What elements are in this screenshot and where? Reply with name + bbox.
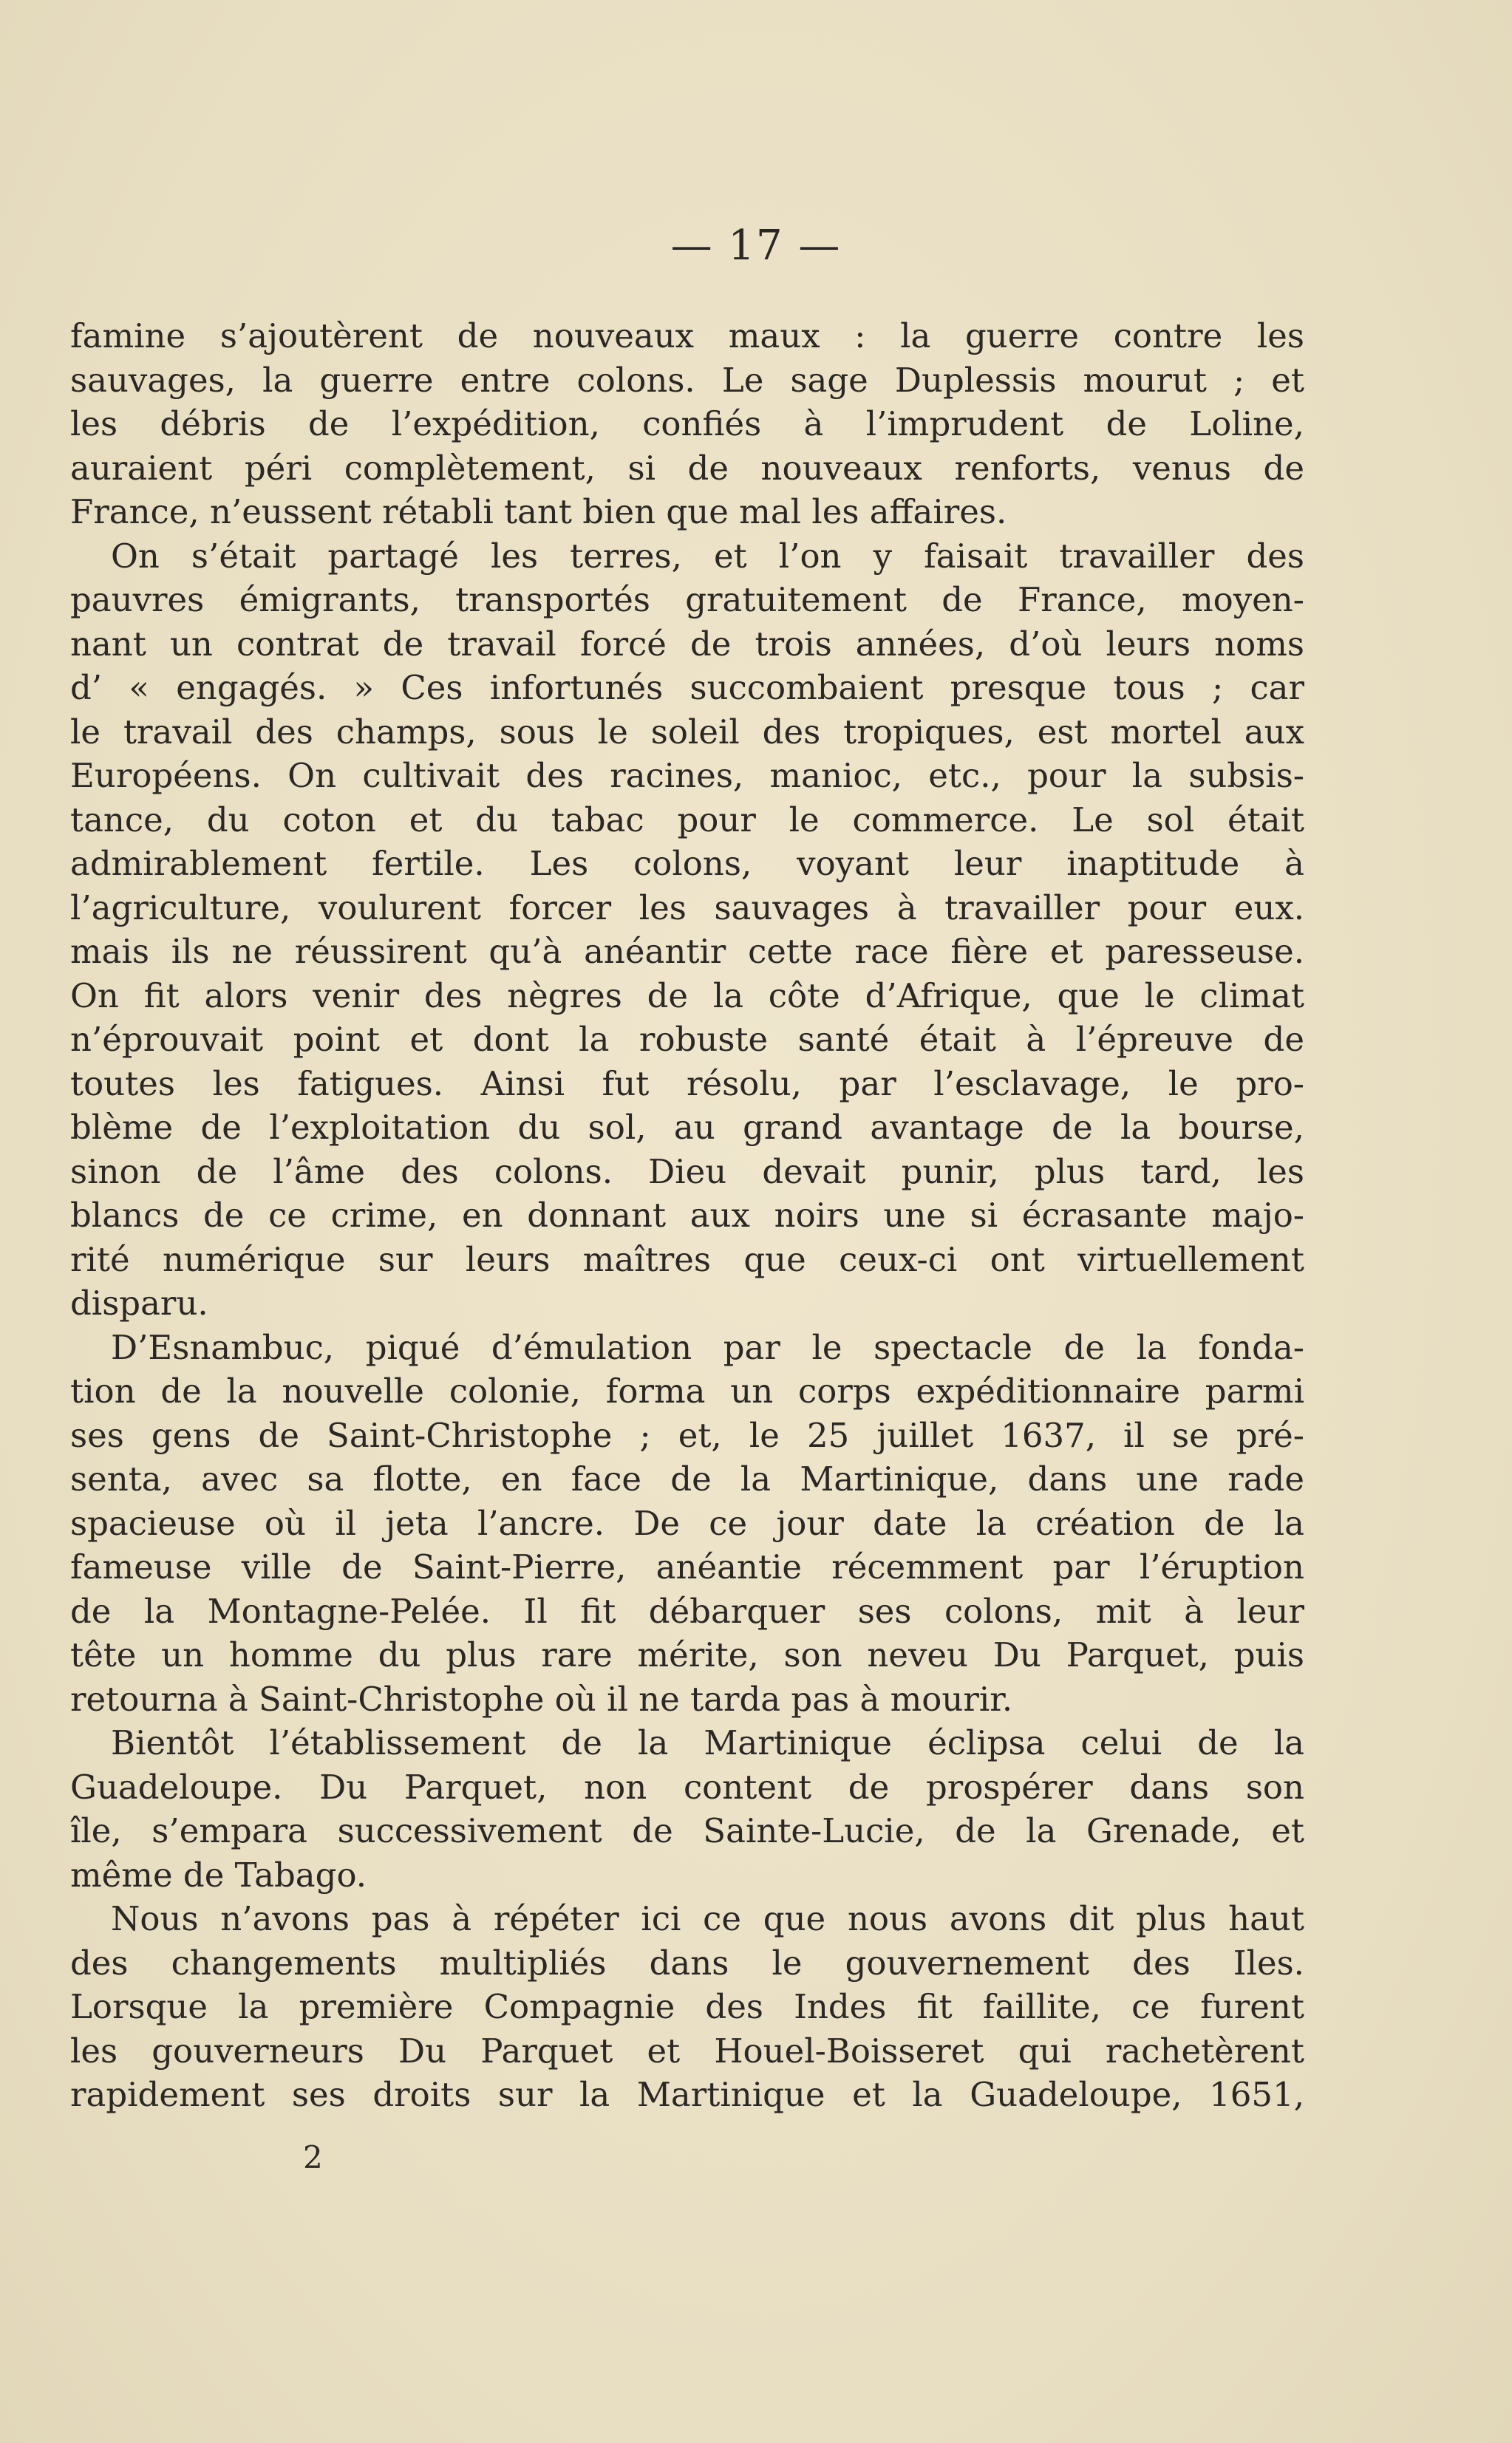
text-line: famine s’ajoutèrent de nouveaux maux : la guerre contre les: [70, 316, 1304, 355]
text-line: D’Esnambuc, piqué d’émulation par le spectacle de la fonda-: [111, 1327, 1304, 1367]
text-line: les gouverneurs Du Parquet et Houel-Boisseret qui rachetèrent: [70, 2031, 1304, 2071]
text-line: d’ « engagés. » Ces infortunés succombaient presque tous ; car: [70, 668, 1304, 707]
text-line: mais ils ne réussirent qu’à anéantir cette race fière et paresseuse.: [70, 932, 1304, 971]
text-line: Européens. On cultivait des racines, manioc, etc., pour la subsis-: [70, 756, 1304, 795]
text-line: sauvages, la guerre entre colons. Le sage Duplessis mourut ; et: [70, 360, 1304, 400]
text-line: Guadeloupe. Du Parquet, non content de prospérer dans son: [70, 1767, 1304, 1807]
text-line: blancs de ce crime, en donnant aux noirs une si écrasante majo-: [70, 1196, 1304, 1235]
text-line: rité numérique sur leurs maîtres que ceux-ci ont virtuellement: [70, 1239, 1304, 1279]
text-line: même de Tabago.: [70, 1855, 367, 1895]
text-line: France, n’eussent rétabli tant bien que mal les affaires.: [70, 492, 1007, 531]
text-line: admirablement fertile. Les colons, voyant leur inaptitude à: [70, 844, 1304, 883]
text-line: île, s’empara successivement de Sainte-Lucie, de la Grenade, et: [70, 1811, 1304, 1850]
text-line: Lorsque la première Compagnie des Indes fit faillite, ce furent: [70, 1987, 1304, 2026]
text-line: On fit alors venir des nègres de la côte d’Afrique, que le climat: [70, 975, 1304, 1015]
text-line: Bientôt l’établissement de la Martinique éclipsa celui de la: [111, 1723, 1304, 1762]
text-line: tête un homme du plus rare mérite, son neveu Du Parquet, puis: [70, 1635, 1304, 1674]
text-line: nant un contrat de travail forcé de trois années, d’où leurs noms: [70, 624, 1304, 664]
text-line: retourna à Saint-Christophe où il ne tarda pas à mourir.: [70, 1679, 1013, 1719]
text-line: On s’était partagé les terres, et l’on y faisait travailler des: [111, 536, 1304, 576]
signature-mark: 2: [303, 2139, 323, 2175]
text-line: tion de la nouvelle colonie, forma un corps expéditionnaire parmi: [70, 1372, 1304, 1411]
text-line: blème de l’exploitation du sol, au grand avantage de la bourse,: [70, 1108, 1304, 1147]
text-line: disparu.: [70, 1284, 208, 1323]
body-text: [70, 314, 1304, 2117]
text-line: des changements multipliés dans le gouvernement des Iles.: [70, 1943, 1304, 1983]
text-line: spacieuse où il jeta l’ancre. De ce jour date la création de la: [70, 1503, 1304, 1543]
text-line: ses gens de Saint-Christophe ; et, le 25 juillet 1637, il se pré-: [70, 1415, 1304, 1455]
text-line: l’agriculture, voulurent forcer les sauvages à travailler pour eux.: [70, 887, 1304, 927]
text-line: n’éprouvait point et dont la robuste santé était à l’épreuve de: [70, 1020, 1304, 1059]
text-line: rapidement ses droits sur la Martinique et la Guadeloupe, 1651,: [70, 2075, 1304, 2114]
text-line: de la Montagne-Pelée. Il fit débarquer ses colons, mit à leur: [70, 1591, 1304, 1631]
text-line: le travail des champs, sous le soleil des tropiques, est mortel aux: [70, 712, 1304, 752]
text-line: les débris de l’expédition, confiés à l’imprudent de Loline,: [70, 404, 1304, 443]
text-line: Nous n’avons pas à répéter ici ce que nous avons dit plus haut: [111, 1899, 1304, 1938]
text-line: pauvres émigrants, transportés gratuitement de France, moyen-: [70, 580, 1304, 619]
text-line: sinon de l’âme des colons. Dieu devait punir, plus tard, les: [70, 1151, 1304, 1191]
text-line: tance, du coton et du tabac pour le commerce. Le sol était: [70, 800, 1304, 839]
text-line: auraient péri complètement, si de nouveaux renforts, venus de: [70, 448, 1304, 488]
text-line: senta, avec sa flotte, en face de la Martinique, dans une rade: [70, 1459, 1304, 1499]
text-line: fameuse ville de Saint-Pierre, anéantie récemment par l’éruption: [70, 1547, 1304, 1587]
text-line: toutes les fatigues. Ainsi fut résolu, par l’esclavage, le pro-: [70, 1063, 1304, 1103]
page-number: — 17 —: [670, 222, 842, 270]
